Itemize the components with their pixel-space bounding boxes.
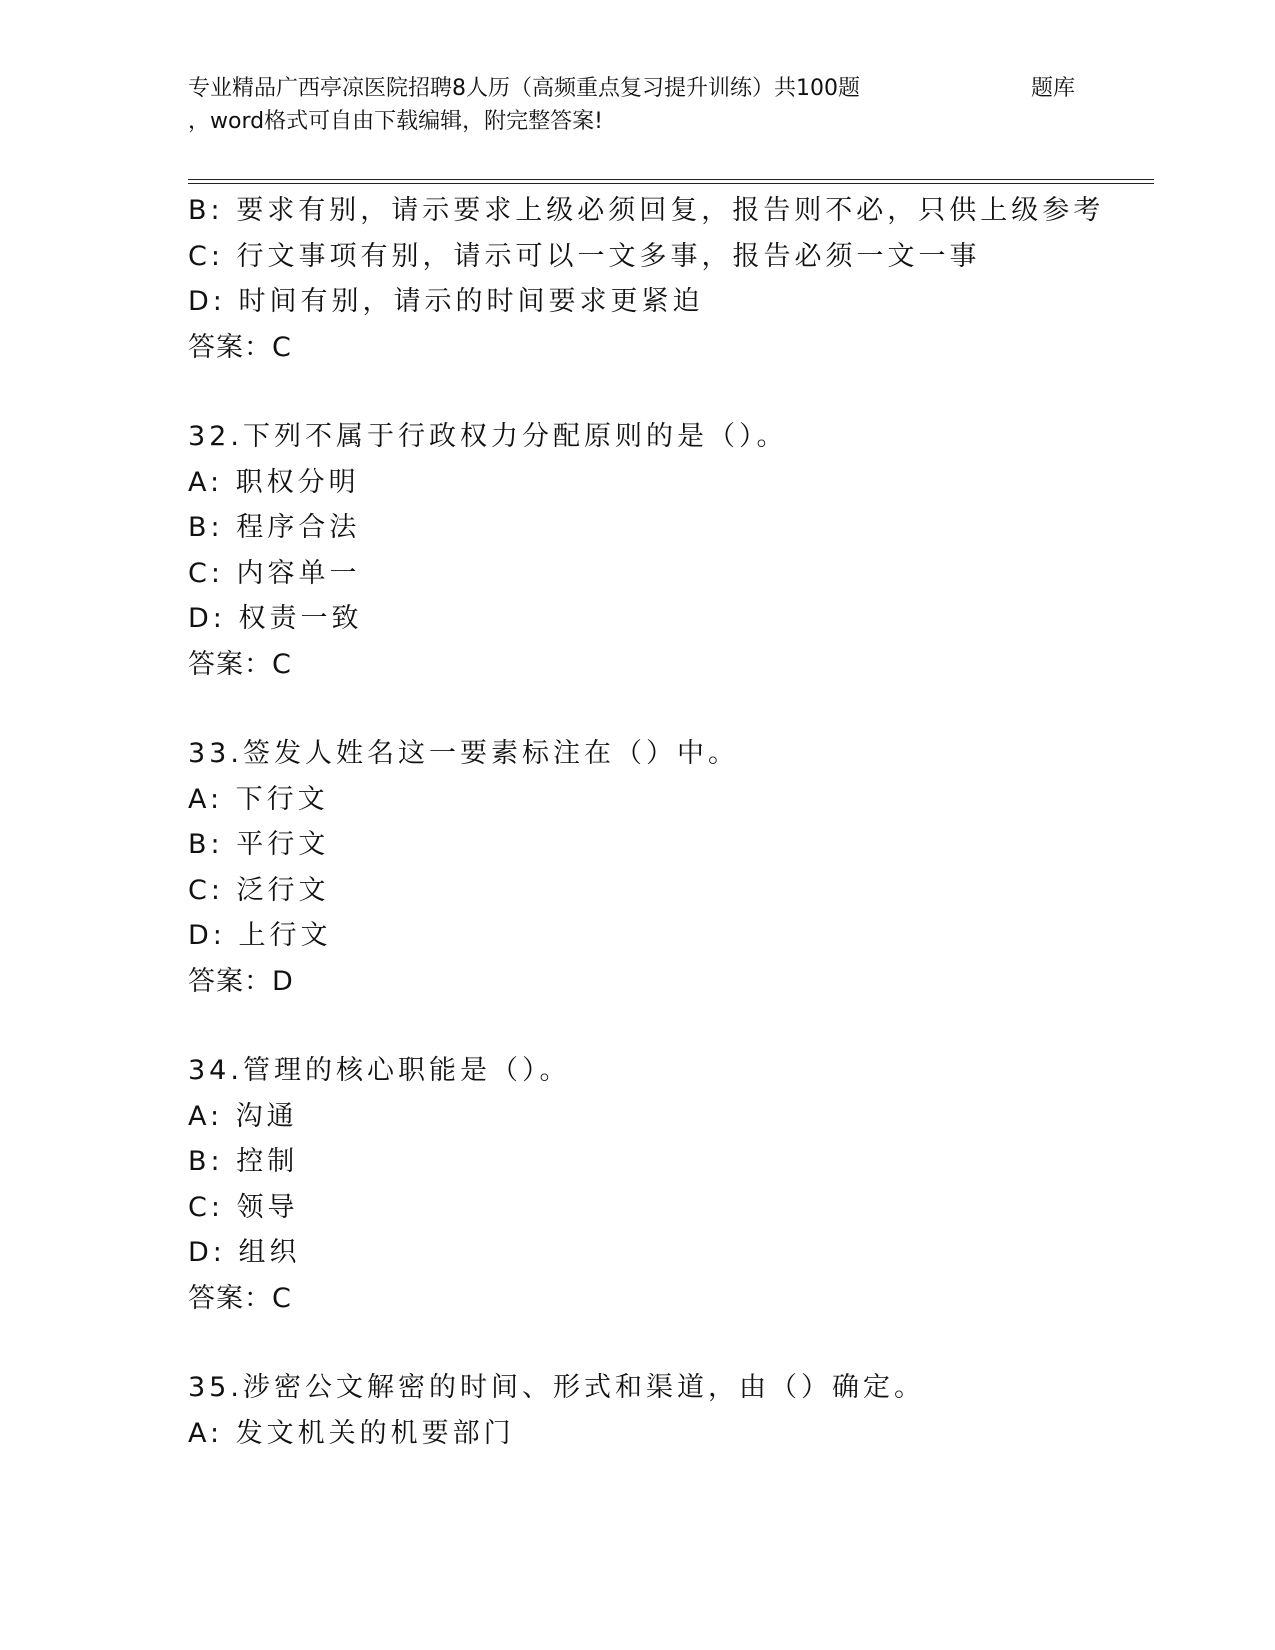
answer: 答案：C [188,331,292,363]
option-a: A: 职权分明 [188,466,360,498]
question-stem: 35.涉密公文解密的时间、形式和渠道，由（）确定。 [188,1372,925,1403]
option-d: D: 时间有别，请示的时间要求更紧迫 [188,286,704,317]
document-title-suffix: 题库 [1031,76,1076,101]
question-list [188,188,1148,1456]
option-c: C: 泛行文 [188,874,330,906]
option-a: A: 沟通 [188,1100,298,1132]
option-b: B: 控制 [188,1146,299,1177]
page-header [188,74,1108,144]
option-d: D: 上行文 [188,920,332,951]
answer: 答案：D [188,965,294,997]
answer: 答案：C [188,1282,292,1314]
question-31-continued [188,188,1148,370]
document-subtitle: ，word格式可自由下载编辑，附完整答案! [188,109,603,134]
option-c: C: 领导 [188,1191,299,1223]
option-a: A: 发文机关的机要部门 [188,1417,515,1449]
question-stem: 34.管理的核心职能是（）。 [188,1055,571,1086]
answer: 答案：C [188,648,292,680]
question-35 [188,1365,1148,1456]
header-divider-top [188,179,1154,180]
question-stem: 33.签发人姓名这一要素标注在（）中。 [188,738,739,769]
option-d: D: 组织 [188,1237,301,1268]
question-32 [188,414,1148,687]
option-c: C: 内容单一 [188,557,361,589]
question-stem: 32.下列不属于行政权力分配原则的是（）。 [188,421,788,452]
option-a: A: 下行文 [188,783,329,815]
option-d: D: 权责一致 [188,603,363,634]
question-34 [188,1048,1148,1321]
option-b: B: 要求有别，请示要求上级必须回复，报告则不必，只供上级参考 [188,195,1105,226]
document-title: 专业精品广西亭凉医院招聘8人历（高频重点复习提升训练）共100题 [188,76,860,101]
header-divider-bottom [188,183,1154,184]
option-c: C: 行文事项有别，请示可以一文多事，报告必须一文一事 [188,240,981,272]
option-b: B: 程序合法 [188,512,361,543]
option-b: B: 平行文 [188,829,330,860]
question-33 [188,731,1148,1004]
